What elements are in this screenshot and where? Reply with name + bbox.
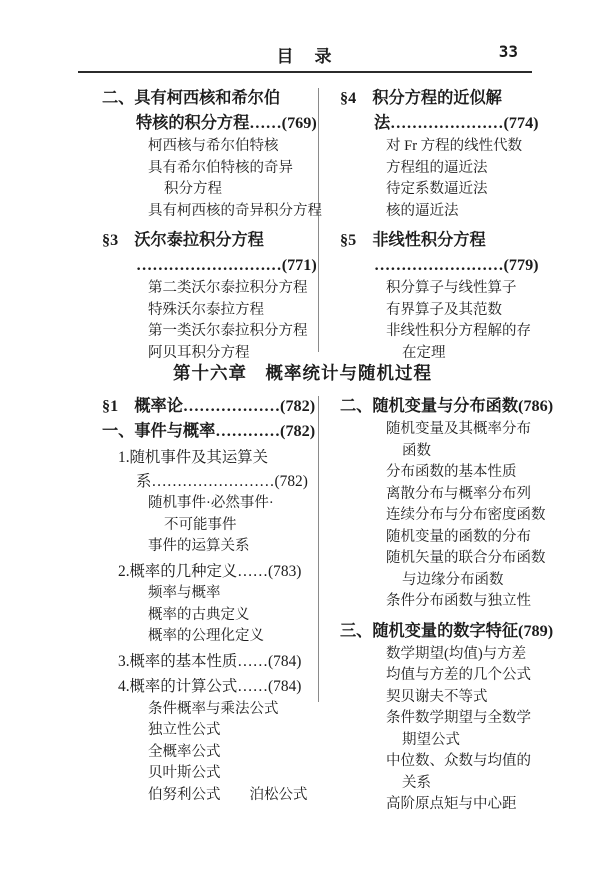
toc-line: 法…………………(774) bbox=[374, 114, 539, 132]
toc-line: 核的逼近法 bbox=[386, 202, 459, 219]
toc-line: 独立性公式 bbox=[148, 722, 221, 738]
toc-line: 数学期望(均值)与方差 bbox=[386, 645, 527, 662]
toc-line: §4 积分方程的近似解 bbox=[340, 89, 502, 107]
toc-line: 特核的积分方程……(769) bbox=[136, 114, 317, 132]
toc-line: 随机变量及其概率分布 bbox=[386, 421, 531, 437]
toc-line: §5 非线性积分方程 bbox=[340, 231, 486, 249]
toc-line: 方程组的逼近法 bbox=[386, 159, 488, 176]
toc-line: 在定理 bbox=[402, 344, 446, 361]
toc-line: ………………………(771) bbox=[136, 256, 317, 274]
toc-line: 期望公式 bbox=[402, 731, 460, 748]
toc-line: 第二类沃尔泰拉积分方程 bbox=[148, 280, 308, 296]
right-column bbox=[318, 86, 550, 364]
toc-line: 具有柯西核的奇异积分方程 bbox=[148, 202, 322, 219]
chapter-16-heading: 第十六章 概率统计与随机过程 bbox=[173, 363, 432, 383]
page-number: 33 bbox=[498, 42, 518, 61]
toc-line: 2.概率的几种定义……(783) bbox=[118, 562, 302, 580]
toc-line: 第一类沃尔泰拉积分方程 bbox=[148, 323, 308, 339]
toc-line: 3.概率的基本性质……(784) bbox=[118, 652, 302, 670]
toc-line: 系……………………(782) bbox=[136, 472, 308, 490]
toc-line: 贝叶斯公式 bbox=[148, 765, 221, 781]
toc-line: §3 沃尔泰拉积分方程 bbox=[102, 231, 264, 249]
toc-line: 1.随机事件及其运算关 bbox=[118, 449, 269, 466]
toc-line: 4.概率的计算公式……(784) bbox=[118, 678, 302, 695]
toc-line: 概率的古典定义 bbox=[148, 606, 250, 623]
toc-line: 特殊沃尔泰拉方程 bbox=[148, 301, 264, 318]
page-header bbox=[78, 42, 532, 68]
toc-line: 事件的运算关系 bbox=[148, 538, 250, 554]
toc-line: 随机变量的函数的分布 bbox=[386, 528, 531, 545]
toc-line: 条件数学期望与全数学 bbox=[386, 710, 531, 726]
toc-line: 具有希尔伯特核的奇异 bbox=[148, 159, 293, 176]
toc-line: 随机矢量的联合分布函数 bbox=[386, 550, 546, 566]
toc-line: 柯西核与希尔伯特核 bbox=[148, 138, 279, 154]
toc-line: 概率的公理化定义 bbox=[148, 628, 264, 644]
toc-line: 均值与方差的几个公式 bbox=[386, 667, 531, 683]
toc-line: 有界算子及其范数 bbox=[386, 301, 502, 318]
left-column bbox=[80, 86, 322, 364]
toc-line: 全概率公式 bbox=[148, 743, 221, 760]
section-integral-equations bbox=[80, 86, 550, 364]
toc-line: 与边缘分布函数 bbox=[402, 571, 504, 588]
right-column bbox=[318, 394, 554, 816]
toc-line: 三、随机变量的数字特征(789) bbox=[340, 621, 554, 640]
toc-line: 伯努利公式 泊松公式 bbox=[148, 786, 308, 803]
toc-line: 二、具有柯西核和希尔伯 bbox=[102, 89, 281, 107]
toc-line: 二、随机变量与分布函数(786) bbox=[340, 397, 554, 415]
toc-line: 随机事件·必然事件· bbox=[148, 495, 274, 511]
header-rule bbox=[78, 71, 532, 73]
toc-line: 中位数、众数与均值的 bbox=[386, 753, 531, 769]
section-probability bbox=[80, 394, 554, 816]
toc-line: 积分方程 bbox=[164, 181, 222, 197]
toc-line: 不可能事件 bbox=[164, 516, 237, 533]
toc-line: ……………………(779) bbox=[374, 256, 539, 274]
toc-line: 分布函数的基本性质 bbox=[386, 464, 517, 480]
toc-line: 关系 bbox=[402, 774, 431, 791]
toc-line: 条件分布函数与独立性 bbox=[386, 593, 531, 609]
toc-line: 待定系数逼近法 bbox=[386, 181, 488, 197]
toc-line: 阿贝耳积分方程 bbox=[148, 344, 250, 361]
toc-line: 频率与概率 bbox=[148, 585, 221, 601]
toc-line: 高阶原点矩与中心距 bbox=[386, 796, 517, 812]
contents-title: 目 录 bbox=[276, 47, 334, 66]
toc-line: 契贝谢夫不等式 bbox=[386, 688, 488, 705]
toc-line: §1 概率论………………(782) bbox=[102, 397, 316, 415]
toc-line: 离散分布与概率分布列 bbox=[386, 485, 531, 502]
left-column bbox=[80, 394, 318, 816]
toc-line: 连续分布与分布密度函数 bbox=[386, 507, 546, 523]
toc-line: 一、事件与概率…………(782) bbox=[102, 422, 316, 440]
toc-line: 非线性积分方程解的存 bbox=[386, 323, 531, 339]
toc-line: 积分算子与线性算子 bbox=[386, 280, 517, 296]
toc-line: 对 Fr 方程的线性代数 bbox=[386, 138, 523, 154]
toc-line: 条件概率与乘法公式 bbox=[148, 700, 279, 717]
toc-line: 函数 bbox=[402, 442, 431, 459]
